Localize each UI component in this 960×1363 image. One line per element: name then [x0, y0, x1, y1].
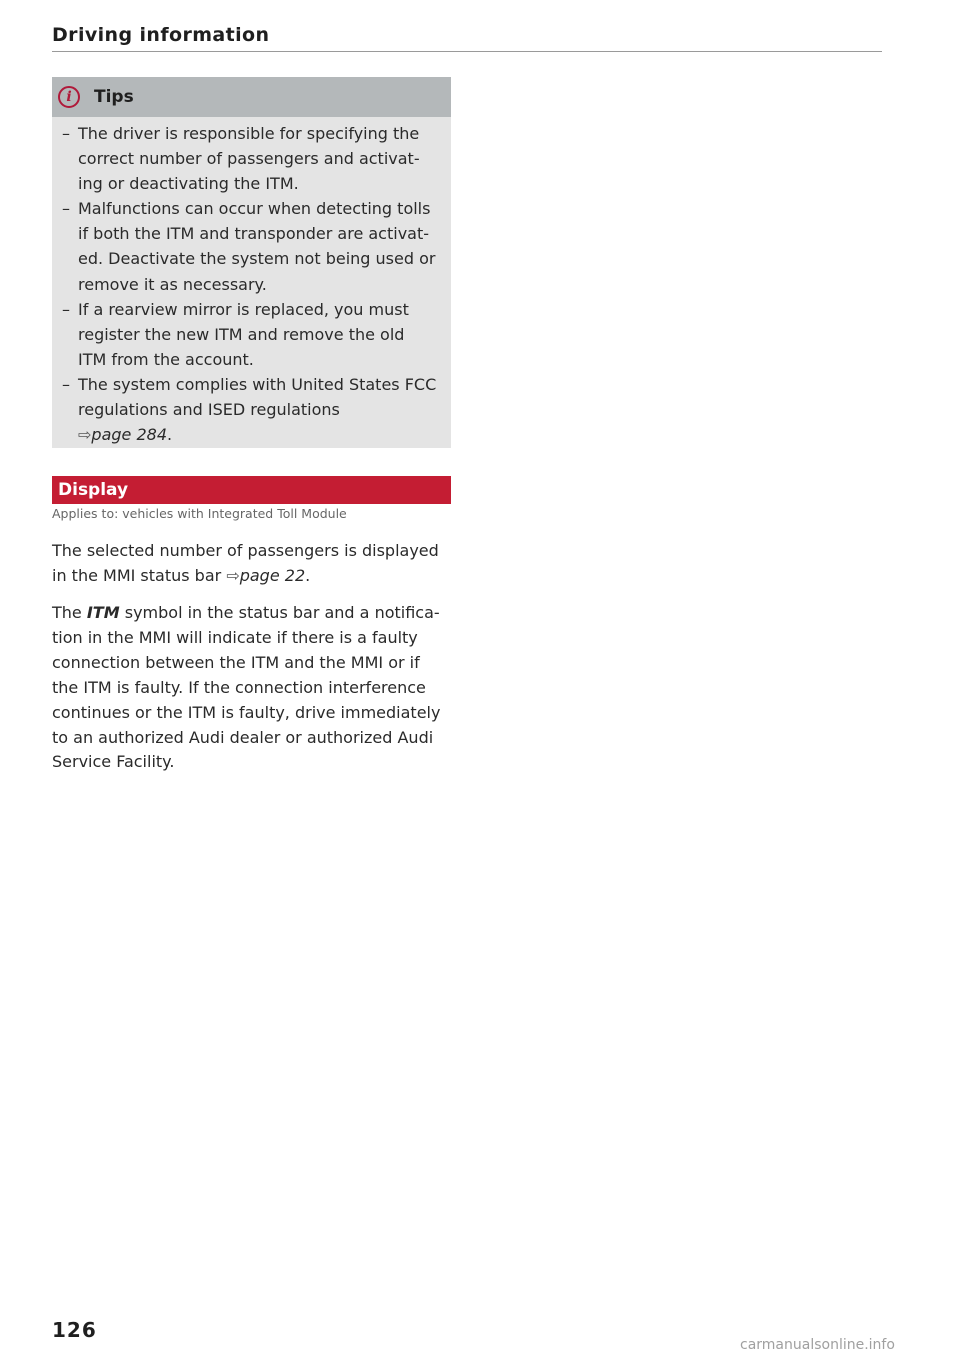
tips-box: [52, 77, 451, 448]
arrow-right-icon: ⇨: [78, 425, 92, 445]
page-header-title: Driving information: [52, 24, 270, 46]
page-number: 126: [52, 1318, 97, 1342]
watermark: carmanualsonline.info: [740, 1337, 895, 1353]
itm-symbol-icon: ITM: [86, 603, 120, 622]
tips-item: – The system complies with United States FCC regulations and ISED regulations ⇨page 284.: [62, 372, 441, 447]
paragraph-passengers: The selected number of passengers is displayed in the MMI status bar ⇨page 22.: [52, 541, 439, 585]
page-reference-link[interactable]: ⇨page 22: [226, 565, 306, 585]
applies-to-note: Applies to: vehicles with Integrated Toll Module: [52, 506, 347, 521]
tips-header: [52, 77, 451, 117]
arrow-right-icon: ⇨: [226, 565, 240, 585]
info-icon: i: [58, 86, 80, 108]
section-title: Display: [52, 476, 451, 504]
tips-item: – The driver is responsible for specifying the correct number of passengers and activat- ing or deactivating the ITM.: [62, 121, 441, 196]
tips-list: [52, 117, 451, 447]
header-divider: [52, 51, 882, 52]
page-reference-link[interactable]: ⇨page 284: [78, 425, 167, 445]
tips-item: – Malfunctions can occur when detecting tolls if both the ITM and transponder are activat- ed. Deactivate the system not being used or remove it as necessary.: [62, 196, 441, 296]
paragraph-fault: The ITM symbol in the status bar and a notifica- tion in the MMI will indicate if there is a faulty connection between the ITM and the MMI or if the ITM is faulty. If the connection interference continues or the ITM is faulty, drive immediately to an authorized Audi dealer or authorized Audi Service Facility.: [52, 603, 441, 772]
tips-item: – If a rearview mirror is replaced, you must register the new ITM and remove the old ITM from the account.: [62, 297, 441, 372]
tips-title: Tips: [94, 87, 134, 107]
